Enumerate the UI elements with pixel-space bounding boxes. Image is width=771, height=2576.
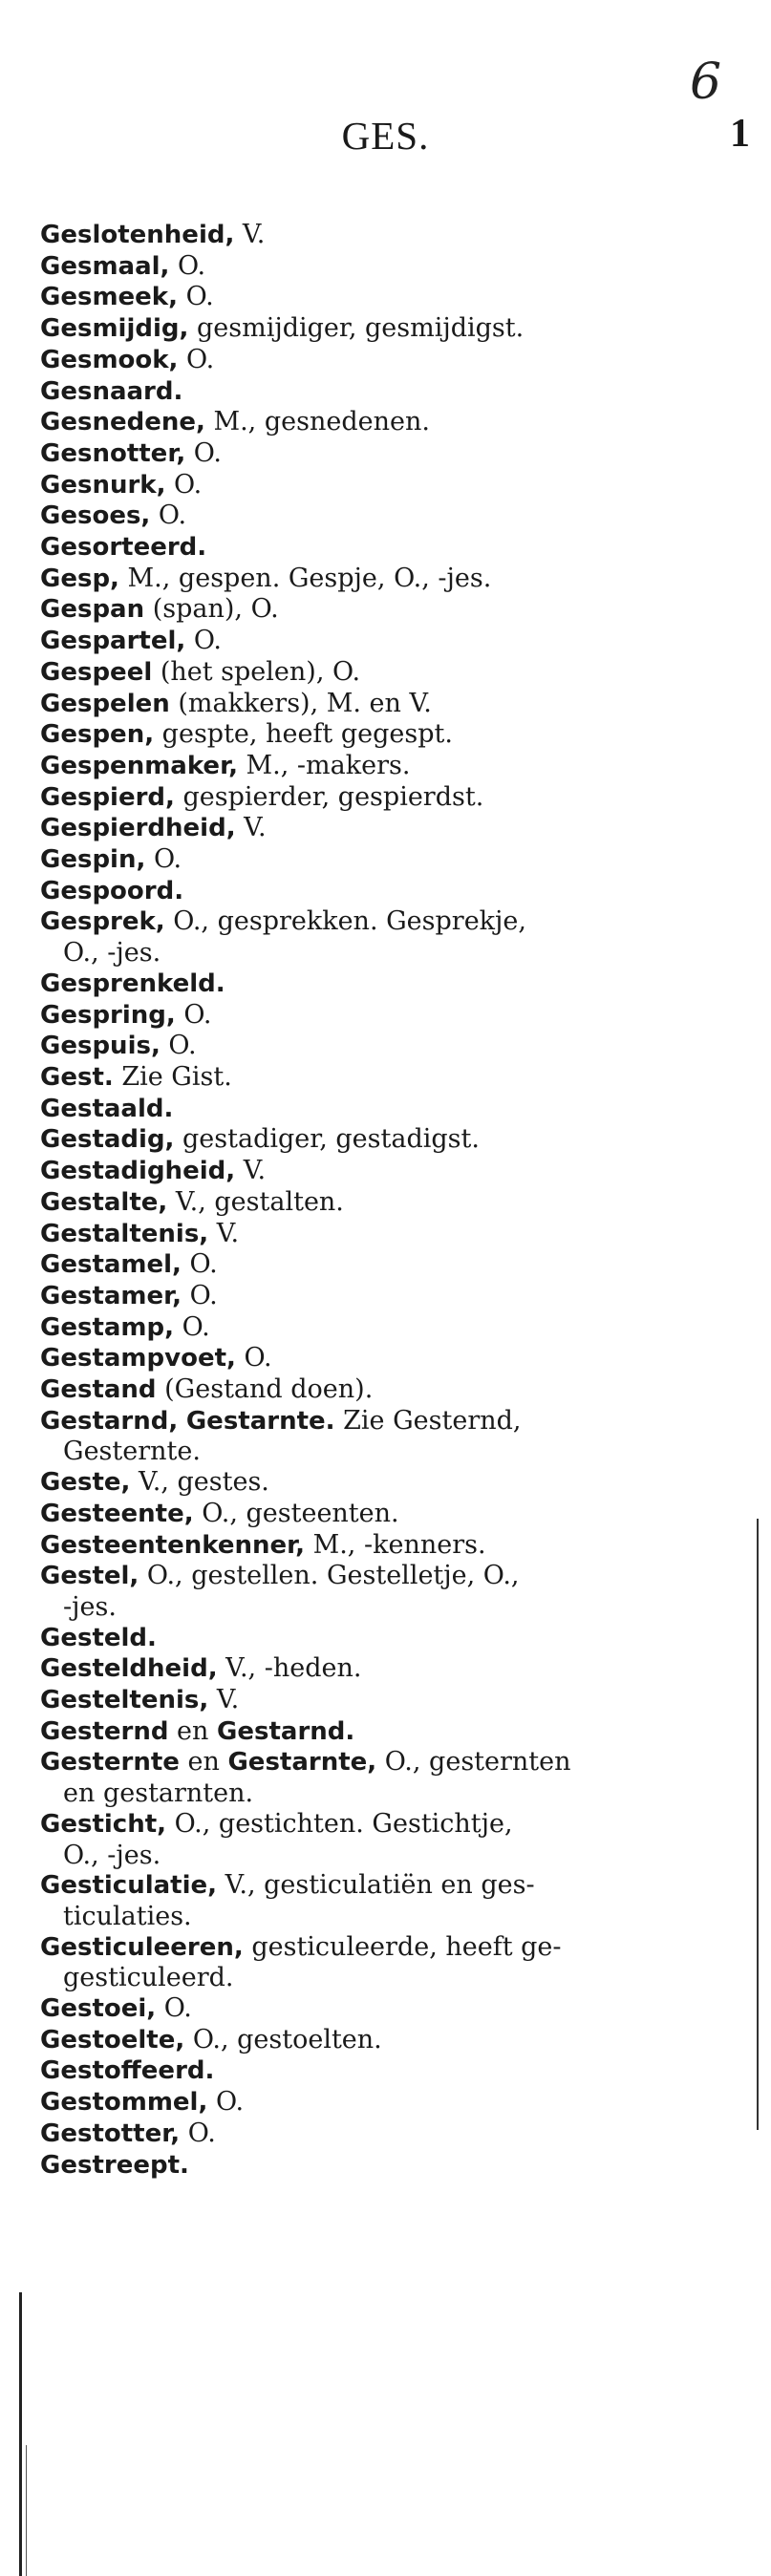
entry-definition: V., gestes. [130, 1467, 269, 1498]
dictionary-entry [40, 470, 738, 501]
entry-definition: M., gesnedenen. [204, 407, 430, 437]
entry-definition: O. [156, 1993, 192, 2024]
dictionary-entry [40, 1124, 738, 1156]
entry-headword: Gespeel [40, 657, 153, 687]
dictionary-entry [40, 1809, 738, 1870]
dictionary-entry [40, 1561, 738, 1622]
entry-definition: V. [235, 813, 267, 843]
column-rule-left-thin [26, 2445, 27, 2576]
dictionary-entry [40, 844, 738, 876]
entry-headword: Gestamer, [40, 1281, 182, 1310]
dictionary-entry [40, 313, 738, 345]
dictionary-entry [40, 1000, 738, 1032]
entry-definition: O. [150, 500, 187, 531]
entry-headword: Gesnotter, [40, 438, 186, 468]
entry-definition: O. [160, 1031, 197, 1061]
dictionary-entry [40, 657, 738, 689]
entry-definition: O. [177, 282, 214, 312]
entry-definition: V. [208, 1685, 240, 1715]
entry-headword: Gestamp, [40, 1312, 175, 1342]
dictionary-entry [40, 345, 738, 376]
entry-headword: Gespartel, [40, 627, 186, 656]
dictionary-entry [40, 1467, 738, 1499]
entry-continuation: gesticuleerd. [63, 1963, 234, 1993]
handwritten-margin-mark: 6 [690, 53, 722, 111]
entry-headword: Gestaltenis, [40, 1219, 209, 1248]
dictionary-entry [40, 1312, 738, 1344]
dictionary-entry [40, 1281, 738, 1312]
entry-headword: Gesmaal, [40, 251, 170, 281]
dictionary-entry [40, 626, 738, 657]
entry-headword: Gestadigheid, [40, 1157, 236, 1186]
dictionary-entry [40, 1932, 738, 1993]
dictionary-entry [40, 782, 738, 814]
dictionary-entry [40, 1870, 738, 1931]
entry-headword: Gest. [40, 1062, 114, 1092]
page-number: 1 [730, 112, 750, 156]
entry-headword: Gesp, [40, 564, 119, 593]
entry-headword: Gesticulatie, [40, 1871, 218, 1901]
dictionary-entry [40, 2055, 738, 2087]
entry-headword: Gesticht, [40, 1809, 167, 1839]
page-header-title: GES. [341, 114, 430, 158]
entry-definition: O. [185, 626, 222, 656]
entry-definition: Zie Gesternd, [334, 1405, 522, 1436]
dictionary-entry [40, 1187, 738, 1219]
dictionary-entry [40, 407, 738, 438]
entry-definition: O., gesternten [376, 1747, 571, 1778]
entry-headword: Gestoffeerd. [40, 2056, 215, 2086]
entry-headword: Gesternd [40, 1716, 169, 1746]
entry-definition: O. [185, 437, 222, 468]
dictionary-entry [40, 2118, 738, 2150]
entry-definition: O. [169, 250, 206, 281]
dictionary-entry [40, 1653, 738, 1685]
entry-definition: O. [178, 344, 215, 374]
dictionary-entry [40, 906, 738, 968]
dictionary-entry [40, 2150, 738, 2182]
dictionary-entry [40, 438, 738, 470]
entry-headword: Gestampvoet, [40, 1344, 236, 1373]
dictionary-entry [40, 969, 738, 1000]
entry-headword: Gespin, [40, 845, 146, 875]
dictionary-entry [40, 689, 738, 720]
entry-definition: V., gesticulatiën en ges- [217, 1870, 535, 1901]
entry-headword: Gesticuleeren, [40, 1932, 244, 1962]
entry-headword: Gesteldheid, [40, 1654, 218, 1684]
dictionary-entry [40, 1156, 738, 1187]
dictionary-entry [40, 220, 738, 251]
entry-definition: O. [145, 844, 182, 875]
entry-continuation: -jes. [63, 1591, 117, 1622]
dictionary-entry [40, 1094, 738, 1125]
entry-continuation: ticulaties. [63, 1901, 192, 1931]
dictionary-entry [40, 594, 738, 626]
entry-definition: gespierder, gespierdst. [174, 781, 484, 812]
dictionary-entry [40, 813, 738, 844]
entry-headword: Gestommel, [40, 2088, 208, 2118]
entry-definition: M., -kenners. [305, 1529, 486, 1560]
entry-definition: (makkers), M. en V. [169, 688, 432, 718]
dictionary-entry [40, 2087, 738, 2118]
dictionary-entry [40, 251, 738, 283]
entry-headword: Gesteltenis, [40, 1686, 209, 1715]
dictionary-entries [40, 220, 738, 2181]
entry-definition: V. [208, 1218, 240, 1248]
dictionary-entry [40, 500, 738, 532]
entry-headword: Gestadig, [40, 1125, 175, 1155]
entry-definition: V., -heden. [217, 1653, 362, 1684]
entry-definition: en [168, 1715, 218, 1746]
entry-headword: Gesteentenkenner, [40, 1530, 305, 1560]
entry-definition: O., gestellen. Gestelletje, O., [139, 1561, 520, 1591]
dictionary-entry [40, 2025, 738, 2056]
entry-definition: gesmijdiger, gesmijdigst. [188, 313, 525, 344]
dictionary-entry [40, 1499, 738, 1530]
entry-definition: (het spelen), O. [152, 656, 361, 687]
entry-definition: O., gesprekken. Gesprekje, [164, 906, 526, 937]
entry-headword: Gestand [40, 1375, 157, 1405]
entry-headword: Gespoord. [40, 876, 184, 905]
entry-headword: Geslotenheid, [40, 221, 235, 249]
entry-headword: Gespenmaker, [40, 751, 238, 780]
entry-headword: Gesteente, [40, 1499, 194, 1528]
entry-headword: Gesternte [40, 1748, 180, 1778]
entry-definition: V. [234, 220, 266, 249]
entry-definition: O. [207, 2087, 245, 2118]
dictionary-entry [40, 1249, 738, 1281]
dictionary-entry [40, 719, 738, 751]
entry-definition: O. [181, 1249, 218, 1280]
entry-variant-headword: Gestarnd. [217, 1716, 355, 1746]
dictionary-entry [40, 1530, 738, 1562]
entry-headword: Gespierdheid, [40, 814, 236, 843]
entry-headword: Gesnedene, [40, 408, 205, 437]
entry-definition: O. [235, 1343, 272, 1373]
entry-headword: Gestarnd, [40, 1406, 179, 1436]
entry-continuation: O., -jes. [63, 938, 161, 969]
entry-headword: Gestoei, [40, 1994, 157, 2024]
entry-headword: Gespuis, [40, 1032, 161, 1061]
entry-variant-headword: Gestarnte. [185, 1406, 335, 1436]
dictionary-entry [40, 1374, 738, 1406]
entry-headword: Gestoelte, [40, 2025, 185, 2054]
entry-definition: V. [235, 1156, 267, 1186]
entry-headword: Gespen, [40, 720, 155, 750]
entry-headword: Gesprek, [40, 907, 165, 937]
entry-headword: Gesmook, [40, 345, 179, 374]
dictionary-entry [40, 282, 738, 313]
dictionary-entry [40, 1716, 738, 1748]
entry-definition: M., gespen. Gespje, O., -jes. [118, 563, 492, 593]
entry-headword: Gesnaard. [40, 376, 183, 406]
entry-definition: Zie Gist. [113, 1061, 232, 1092]
entry-definition: O., gestoelten. [184, 2024, 382, 2054]
dictionary-entry [40, 1993, 738, 2025]
entry-headword: Gestaald. [40, 1094, 174, 1123]
entry-definition: O., gesteenten. [193, 1498, 399, 1528]
entry-headword: Gesoes, [40, 501, 151, 531]
entry-headword: Geste, [40, 1468, 131, 1498]
dictionary-entry [40, 564, 738, 595]
entry-definition: gestadiger, gestadigst. [174, 1124, 480, 1155]
dictionary-entry [40, 1219, 738, 1250]
dictionary-entry [40, 1623, 738, 1654]
entry-continuation: Gesternte. [63, 1437, 201, 1467]
column-rule-right [757, 1519, 759, 2130]
entry-continuation: O., -jes. [63, 1840, 161, 1870]
entry-headword: Gespelen [40, 689, 170, 718]
entry-headword: Gestel, [40, 1562, 139, 1591]
entry-headword: Gesteld. [40, 1623, 157, 1652]
entry-headword: Gesorteerd. [40, 533, 207, 563]
dictionary-entry [40, 1406, 738, 1467]
entry-headword: Gestalte, [40, 1187, 168, 1217]
entry-definition: gesticuleerde, heeft ge- [243, 1931, 562, 1962]
dictionary-entry [40, 751, 738, 782]
dictionary-entry [40, 376, 738, 408]
entry-headword: Gestotter, [40, 2118, 181, 2148]
entry-definition: O. [182, 1280, 218, 1310]
entry-headword: Gespierd, [40, 782, 175, 812]
entry-definition: en [179, 1747, 228, 1778]
dictionary-entry [40, 1062, 738, 1094]
entry-definition: O. [175, 999, 212, 1030]
entry-variant-headword: Gestarnte, [227, 1748, 377, 1778]
dictionary-entry [40, 1747, 738, 1808]
entry-definition: O., gestichten. Gestichtje, [166, 1808, 513, 1839]
entry-continuation: en gestarnten. [63, 1778, 254, 1809]
entry-headword: Gesmeek, [40, 283, 178, 312]
dictionary-entry [40, 1031, 738, 1062]
entry-headword: Gespan [40, 595, 145, 625]
entry-definition: O. [174, 1311, 210, 1342]
entry-headword: Gesmijdig, [40, 314, 189, 344]
dictionary-entry [40, 1685, 738, 1716]
entry-definition: (span), O. [144, 594, 279, 625]
entry-definition: gespte, heeft gegespt. [154, 719, 453, 750]
entry-definition: (Gestand doen). [156, 1374, 374, 1405]
entry-definition: M., -makers. [237, 750, 411, 780]
entry-headword: Gesnurk, [40, 470, 166, 500]
entry-headword: Gesprenkeld. [40, 969, 225, 998]
entry-definition: O. [165, 469, 203, 500]
dictionary-entry [40, 876, 738, 907]
entry-headword: Gestamel, [40, 1250, 182, 1280]
column-rule-left [19, 2292, 22, 2576]
entry-headword: Gestreept. [40, 2150, 189, 2180]
entry-definition: O. [180, 2118, 216, 2148]
dictionary-entry [40, 532, 738, 564]
entry-headword: Gespring, [40, 1000, 176, 1030]
dictionary-entry [40, 1343, 738, 1374]
entry-definition: V., gestalten. [167, 1186, 344, 1217]
